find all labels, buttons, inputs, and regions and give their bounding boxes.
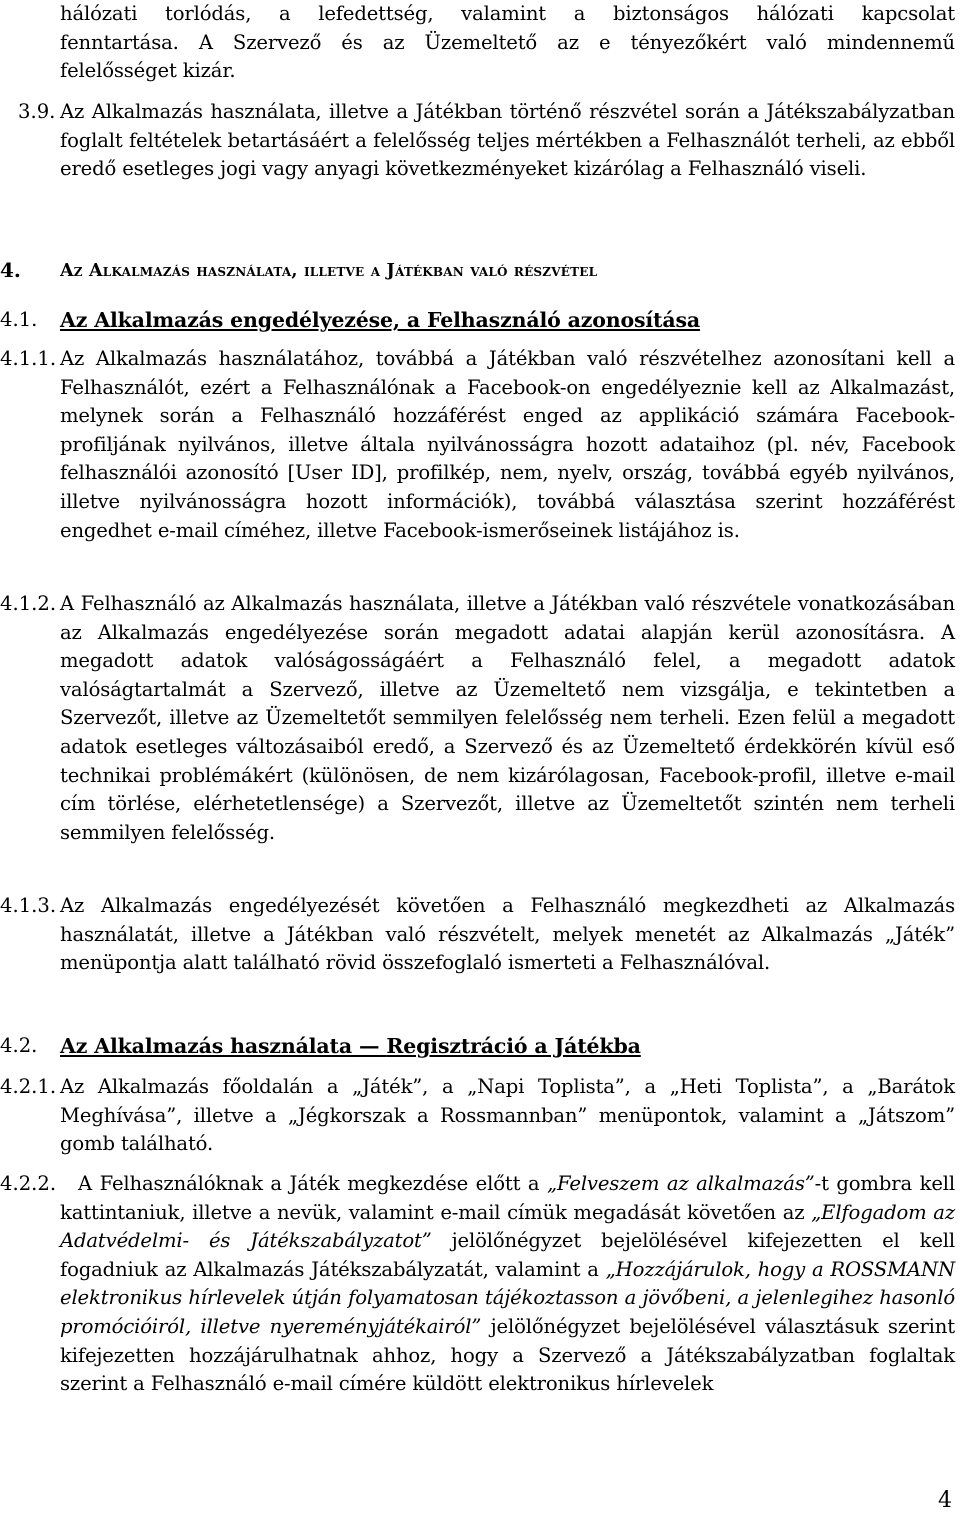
section-4-1-1-number: 4.1.1. <box>0 347 57 370</box>
section-4-title-text: Az Alkalmazás használata, illetve a Játékban való részvétel <box>60 261 598 281</box>
section-4-1-number: 4.1. <box>0 308 38 331</box>
section-4-1-1-text: Az Alkalmazás használatához, továbbá a Játékban való részvételhez azonosítani kell a Felhasználót, ezért a Felhasználónak a Facebook-on engedélyeznie kell az Alkalmazást, melynek során a Felhasználó hozzáférést enged az applikáció számára Facebook-profiljának nyilvános, illetve általa nyilvánosságra hozott adataihoz (pl. név, Facebook felhasználói azonosító [User ID], profilkép, nem, nyelv, ország, továbbá egyéb nyilvános, illetve nyilvánosságra hozott információk), továbbá választása szerint hozzáférést engedhet e-mail címéhez, illetve Facebook-ismerőseinek listájához is. <box>60 347 955 542</box>
section-3-9-number: 3.9. <box>18 100 56 123</box>
section-4-2-title-part1: Az Alkalmazás használata <box>60 1034 353 1058</box>
section-4-2-2-i3: „Hozzájárulok, hogy a ROSSMANN elektronikus hírlevelek útján folyamatosan tájékoztasson a jövőbeni, a jelenlegihez hasonló promócióiról, illetve nyereményjátékairól” <box>60 1257 955 1338</box>
page-number: 4 <box>938 1488 952 1513</box>
section-4-2-1-text: Az Alkalmazás főoldalán a „Játék”, a „Napi Toplista”, a „Heti Toplista”, a „Barátok Meghívása”, illetve a „Jégkorszak a Rossmannban” menüpontok, valamint a „Játszom” gomb található. <box>60 1075 955 1156</box>
section-4-title <box>60 256 955 286</box>
section-4-2-2-t4: jelölőnégyzet bejelölésével választásuk szerint kifejezetten hozzájárulhatnak ahhoz, hogy a Szervező a Játékszabályzatban foglaltak szerint a Felhasználó e-mail címére küldött elektronikus hírlevelek <box>60 1314 955 1396</box>
section-3-9-text: Az Alkalmazás használata, illetve a Játékban történő részvétel során a Játékszabályzatban foglalt feltételek betartásáért a felelősség teljes mértékben a Felhasználót terheli, az ebből eredő esetleges jogi vagy anyagi következményeket kizárólag a Felhasználó viseli. <box>60 100 955 181</box>
section-4-2-title <box>60 1032 955 1062</box>
section-4-2-title-part2: Regisztráció a Játékba <box>386 1034 641 1058</box>
section-4-2-2-t1: A Felhasználóknak a Játék megkezdése előtt a <box>78 1172 547 1195</box>
section-4-1-3-number: 4.1.3. <box>0 894 57 917</box>
section-4-1-2-number: 4.1.2. <box>0 592 57 615</box>
section-4-1-2-text: A Felhasználó az Alkalmazás használata, illetve a Játékban való részvétele vonatkozásában az Alkalmazás engedélyezése során megadott adatai alapján kerül azonosításra. A megadott adatok valóságosságáért a Felhasználó felel, a megadott adatok valóságtartalmát a Szervező, illetve az Üzemeltető nem vizsgálja, e tekintetben a Szervezőt, illetve az Üzemeltetőt semmilyen felelősség nem terheli. Ezen felül a megadott adatok esetleges változásaiból eredő, a Szervező és az Üzemeltető érdekkörén kívül eső technikai problémákért (különösen, de nem kizárólagosan, Facebook-profil, illetve e-mail cím törlése, elérhetetlensége) a Szervezőt, illetve az Üzemeltetőt szintén nem terheli semmilyen felelősség. <box>60 592 955 844</box>
section-4-number: 4. <box>0 258 21 282</box>
section-4-2-2-t3: jelölőnégyzet bejelölésével kifejezetten el kell fogadniuk az Alkalmazás Játékszabályzatát, valamint a <box>60 1229 955 1281</box>
section-4-2-2-text <box>60 1170 955 1399</box>
section-4-2-2-number: 4.2.2. <box>0 1172 57 1195</box>
section-4-1-title <box>60 306 955 336</box>
section-4-2-2-i1: „Felveszem az alkalmazás” <box>547 1172 815 1195</box>
section-4-2-2-i2: „Elfogadom az Adatvédelmi- és Játékszabályzatot” <box>60 1200 956 1253</box>
section-4-2-1-number: 4.2.1. <box>0 1075 57 1098</box>
intro-line-1: hálózati torlódás, a lefedettség, valamint a biztonságos hálózati kapcsolat <box>60 2 955 25</box>
section-4-2-2-t2: -t gombra kell kattintaniuk, illetve a nevük, valamint e-mail címük megadását követően az <box>60 1172 955 1224</box>
section-4-2-number: 4.2. <box>0 1034 38 1057</box>
section-4-1-title-text: Az Alkalmazás engedélyezése, a Felhasználó azonosítása <box>60 308 701 332</box>
section-4-2-title-dash: — <box>352 1034 387 1058</box>
intro-line-2: fenntartása. A Szervező és az Üzemeltető az e tényezőkért való mindennemű <box>60 30 955 54</box>
intro-paragraph <box>60 0 955 86</box>
section-4-1-3-text: Az Alkalmazás engedélyezését követően a Felhasználó megkezdheti az Alkalmazás használatát, illetve a Játékban való részvételt, melyek menetét az Alkalmazás „Játék” menüpontja alatt található rövid összefoglaló ismerteti a Felhasználóval. <box>60 894 955 975</box>
intro-line-3: felelősséget kizár. <box>60 59 236 83</box>
